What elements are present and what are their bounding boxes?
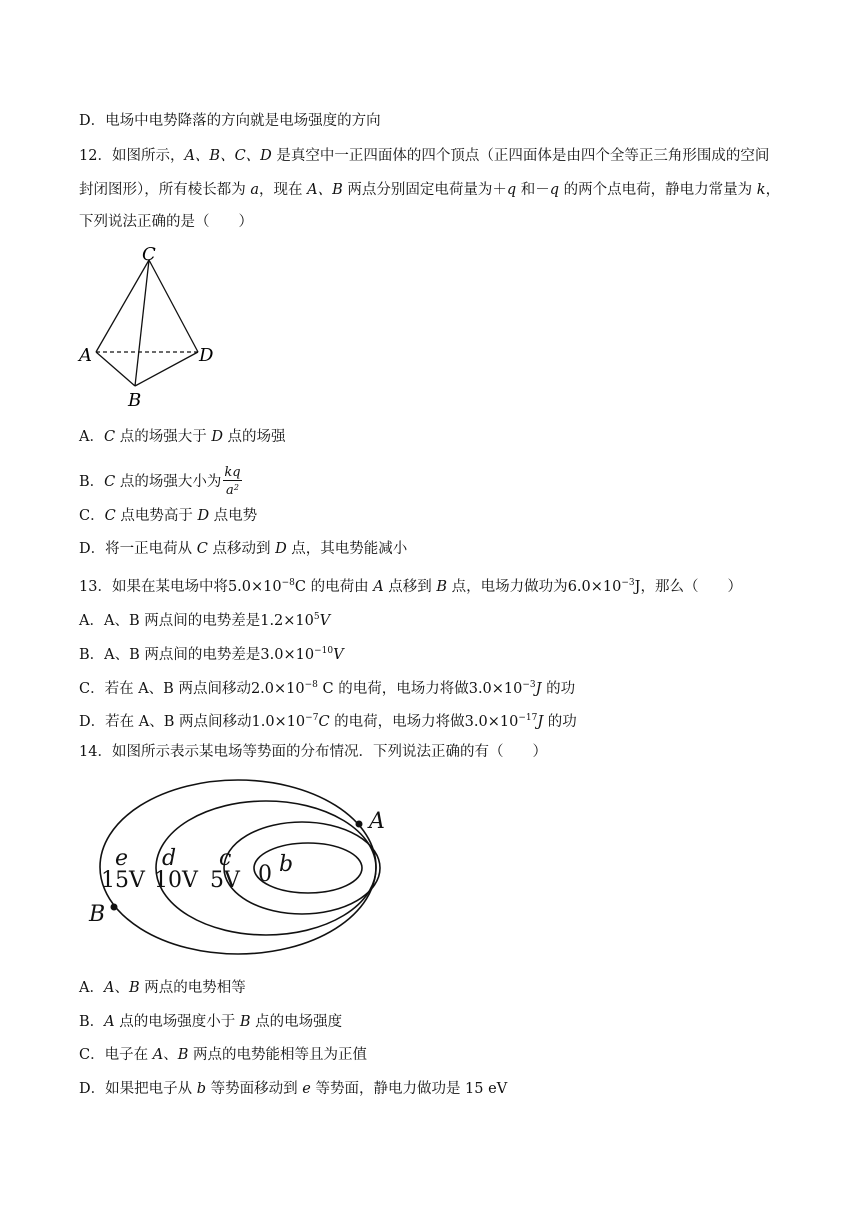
edge-ca	[96, 260, 149, 352]
q12-stem-line3: 下列说法正确的是（ ）	[79, 214, 253, 230]
point-b-label: B	[89, 902, 106, 927]
q13-option-d: D．若在 A、B 两点间移动$1.0\times 10^{-7}C$ 的电荷，电场力将做$3.0\times 10^{-17}J$ 的功	[79, 713, 577, 730]
q12-option-d: D．将一正电荷从 C 点移动到 D 点，其电势能减小	[79, 541, 408, 557]
q11-option-d: D．电场中电势降落的方向就是电场强度的方向	[79, 113, 381, 129]
vertex-d-label: D	[199, 345, 214, 366]
vertex-c-label: C	[142, 244, 156, 265]
tetrahedron-figure	[70, 240, 230, 410]
surface-e-label: e	[115, 846, 129, 871]
equipotential-figure	[80, 772, 400, 962]
q12-option-a: A．C 点的场强大于 D 点的场强	[79, 429, 286, 445]
edge-cd	[149, 260, 198, 352]
edge-bd	[135, 352, 198, 386]
surface-c-label: c	[219, 846, 232, 871]
point-a-dot	[356, 821, 363, 828]
q14-stem: 14．如图所示表示某电场等势面的分布情况．下列说法正确的有（ ）	[79, 744, 547, 760]
vertex-a-label: A	[79, 345, 92, 366]
equipotential-c	[224, 822, 380, 914]
surface-b-potential: 0	[258, 862, 272, 887]
equipotential-e	[100, 780, 376, 954]
point-b-dot	[111, 904, 118, 911]
point-a-label: A	[369, 809, 385, 834]
surface-d-label: d	[162, 846, 177, 871]
q12-stem-line1: 12．如图所示，A、B、C、D 是真空中一正四面体的四个顶点（正四面体是由四个全等正三角形围成的空间	[79, 148, 770, 164]
q12-option-b: B．C 点的场强大小为 $\frac{kq}{a^2}$	[79, 465, 241, 498]
q14-option-a: A．A、B 两点的电势相等	[79, 980, 246, 996]
surface-b-label: b	[279, 852, 294, 877]
q14-option-c: C．电子在 A、B 两点的电势能相等且为正值	[79, 1047, 367, 1063]
surface-c-potential: 5V	[210, 868, 240, 893]
edge-ab	[96, 352, 135, 386]
q13-stem: 13．如果在某电场中将$5.0\times 10^{-8}C$ 的电荷由 A 点移到 B 点，电场力做功为$6.0\times 10^{-3}J$，那么（ ）	[79, 578, 742, 595]
q12-option-c: C．C 点电势高于 D 点电势	[79, 508, 258, 524]
field-strength-fraction: $\frac{kq}{a^2}$	[224, 465, 241, 498]
vertex-b-label: B	[128, 390, 142, 410]
q13-option-c: C．若在 A、B 两点间移动$2.0\times 10^{-8}$ C 的电荷，电场力将做$3.0\times 10^{-3}J$ 的功	[79, 680, 576, 697]
q12-stem-line2: 封闭图形），所有棱长都为 a，现在 A、B 两点分别固定电荷量为＋q 和－q 的两个点电荷，静电力常量为 k，	[79, 182, 781, 198]
surface-d-potential: 10V	[154, 868, 198, 893]
q14-option-d: D．如果把电子从 b 等势面移动到 e 等势面，静电力做功是 15 eV	[79, 1081, 508, 1097]
q14-option-b: B．A 点的电场强度小于 B 点的电场强度	[79, 1014, 343, 1030]
q13-option-b: B．A、B 两点间的电势差是$3.0\times 10^{-10}V$	[79, 646, 344, 663]
edge-cb	[135, 260, 149, 386]
surface-e-potential: 15V	[101, 868, 145, 893]
q13-option-a: A．A、B 两点间的电势差是$1.2\times 10^5V$	[79, 612, 331, 629]
